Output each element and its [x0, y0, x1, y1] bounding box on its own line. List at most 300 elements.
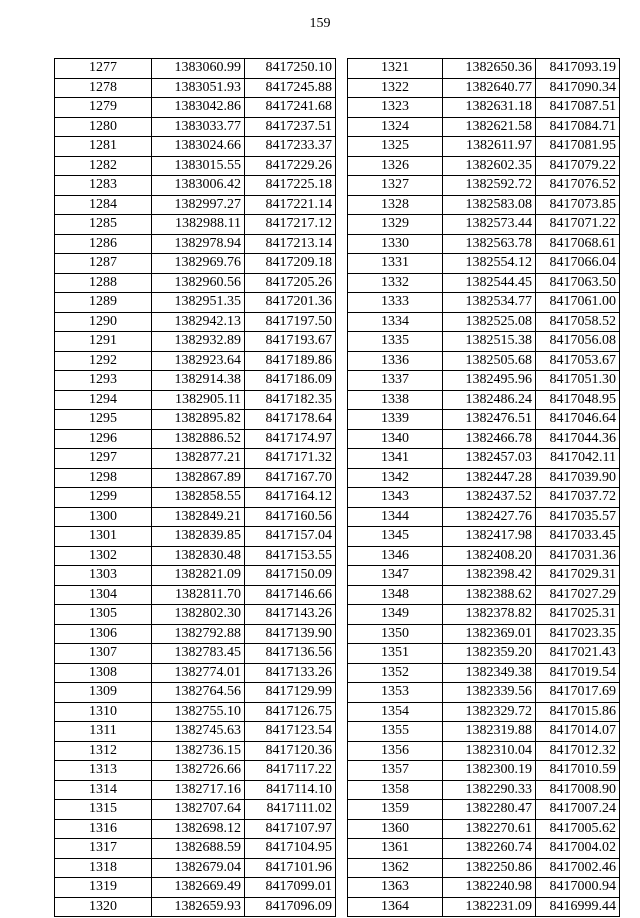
point-number-cell: 1298 [55, 468, 152, 488]
x-coordinate-cell: 1382290.33 [443, 780, 536, 800]
table-row [55, 176, 336, 196]
point-number-cell: 1353 [348, 683, 443, 703]
y-coordinate-cell: 8417000.94 [536, 878, 620, 898]
point-number-cell: 1342 [348, 468, 443, 488]
table-row [348, 819, 620, 839]
y-coordinate-cell: 8417008.90 [536, 780, 620, 800]
point-number-cell: 1309 [55, 683, 152, 703]
x-coordinate-cell: 1382631.18 [443, 98, 536, 118]
table-row [348, 624, 620, 644]
table-row [55, 78, 336, 98]
table-row [348, 332, 620, 352]
x-coordinate-cell: 1382427.76 [443, 507, 536, 527]
y-coordinate-cell: 8417136.56 [245, 644, 336, 664]
y-coordinate-cell: 8417012.32 [536, 741, 620, 761]
x-coordinate-cell: 1382231.09 [443, 897, 536, 917]
x-coordinate-cell: 1382905.11 [152, 390, 245, 410]
y-coordinate-cell: 8417023.35 [536, 624, 620, 644]
table-row [55, 644, 336, 664]
table-body-right [348, 59, 620, 917]
table-row [55, 449, 336, 469]
x-coordinate-cell: 1382359.20 [443, 644, 536, 664]
point-number-cell: 1315 [55, 800, 152, 820]
point-number-cell: 1355 [348, 722, 443, 742]
y-coordinate-cell: 8417079.22 [536, 156, 620, 176]
point-number-cell: 1289 [55, 293, 152, 313]
x-coordinate-cell: 1382942.13 [152, 312, 245, 332]
point-number-cell: 1284 [55, 195, 152, 215]
x-coordinate-cell: 1382792.88 [152, 624, 245, 644]
x-coordinate-cell: 1382764.56 [152, 683, 245, 703]
point-number-cell: 1320 [55, 897, 152, 917]
y-coordinate-cell: 8417153.55 [245, 546, 336, 566]
point-number-cell: 1307 [55, 644, 152, 664]
y-coordinate-cell: 8417090.34 [536, 78, 620, 98]
point-number-cell: 1335 [348, 332, 443, 352]
x-coordinate-cell: 1382240.98 [443, 878, 536, 898]
table-row [55, 488, 336, 508]
x-coordinate-cell: 1382398.42 [443, 566, 536, 586]
x-coordinate-cell: 1383033.77 [152, 117, 245, 137]
y-coordinate-cell: 8417042.11 [536, 449, 620, 469]
x-coordinate-cell: 1382839.85 [152, 527, 245, 547]
table-row [348, 429, 620, 449]
y-coordinate-cell: 8417146.66 [245, 585, 336, 605]
y-coordinate-cell: 8417010.59 [536, 761, 620, 781]
point-number-cell: 1311 [55, 722, 152, 742]
point-number-cell: 1340 [348, 429, 443, 449]
point-number-cell: 1325 [348, 137, 443, 157]
y-coordinate-cell: 8417044.36 [536, 429, 620, 449]
y-coordinate-cell: 8417114.10 [245, 780, 336, 800]
point-number-cell: 1303 [55, 566, 152, 586]
table-row [348, 312, 620, 332]
point-number-cell: 1327 [348, 176, 443, 196]
point-number-cell: 1290 [55, 312, 152, 332]
point-number-cell: 1300 [55, 507, 152, 527]
x-coordinate-cell: 1382969.76 [152, 254, 245, 274]
table-row [55, 761, 336, 781]
x-coordinate-cell: 1382563.78 [443, 234, 536, 254]
y-coordinate-cell: 8417229.26 [245, 156, 336, 176]
point-number-cell: 1332 [348, 273, 443, 293]
point-number-cell: 1345 [348, 527, 443, 547]
table-row [55, 273, 336, 293]
point-number-cell: 1317 [55, 839, 152, 859]
y-coordinate-cell: 8417182.35 [245, 390, 336, 410]
point-number-cell: 1305 [55, 605, 152, 625]
point-number-cell: 1308 [55, 663, 152, 683]
point-number-cell: 1343 [348, 488, 443, 508]
x-coordinate-cell: 1382270.61 [443, 819, 536, 839]
x-coordinate-cell: 1382300.19 [443, 761, 536, 781]
x-coordinate-cell: 1383006.42 [152, 176, 245, 196]
table-row [348, 410, 620, 430]
table-row [348, 468, 620, 488]
x-coordinate-cell: 1382821.09 [152, 566, 245, 586]
y-coordinate-cell: 8417029.31 [536, 566, 620, 586]
x-coordinate-cell: 1382960.56 [152, 273, 245, 293]
point-number-cell: 1318 [55, 858, 152, 878]
y-coordinate-cell: 8417174.97 [245, 429, 336, 449]
y-coordinate-cell: 8417073.85 [536, 195, 620, 215]
point-number-cell: 1291 [55, 332, 152, 352]
table-row [348, 351, 620, 371]
point-number-cell: 1329 [348, 215, 443, 235]
point-number-cell: 1348 [348, 585, 443, 605]
table-row [55, 293, 336, 313]
y-coordinate-cell: 8417039.90 [536, 468, 620, 488]
x-coordinate-cell: 1383015.55 [152, 156, 245, 176]
table-row [55, 858, 336, 878]
point-number-cell: 1312 [55, 741, 152, 761]
x-coordinate-cell: 1382745.63 [152, 722, 245, 742]
table-row [348, 741, 620, 761]
x-coordinate-cell: 1382997.27 [152, 195, 245, 215]
table-row [348, 683, 620, 703]
table-body-left [55, 59, 336, 917]
x-coordinate-cell: 1382417.98 [443, 527, 536, 547]
point-number-cell: 1278 [55, 78, 152, 98]
table-row [55, 897, 336, 917]
y-coordinate-cell: 8417157.04 [245, 527, 336, 547]
table-row [348, 449, 620, 469]
table-row [348, 59, 620, 79]
y-coordinate-cell: 8417205.26 [245, 273, 336, 293]
y-coordinate-cell: 8417056.08 [536, 332, 620, 352]
table-row [55, 429, 336, 449]
point-number-cell: 1331 [348, 254, 443, 274]
table-row [348, 858, 620, 878]
x-coordinate-cell: 1382525.08 [443, 312, 536, 332]
point-number-cell: 1314 [55, 780, 152, 800]
point-number-cell: 1301 [55, 527, 152, 547]
y-coordinate-cell: 8417019.54 [536, 663, 620, 683]
x-coordinate-cell: 1382280.47 [443, 800, 536, 820]
table-row [348, 254, 620, 274]
y-coordinate-cell: 8417005.62 [536, 819, 620, 839]
x-coordinate-cell: 1382932.89 [152, 332, 245, 352]
point-number-cell: 1287 [55, 254, 152, 274]
table-row [55, 234, 336, 254]
table-row [55, 332, 336, 352]
point-number-cell: 1334 [348, 312, 443, 332]
y-coordinate-cell: 8417233.37 [245, 137, 336, 157]
table-row [55, 839, 336, 859]
y-coordinate-cell: 8416999.44 [536, 897, 620, 917]
y-coordinate-cell: 8417053.67 [536, 351, 620, 371]
x-coordinate-cell: 1382554.12 [443, 254, 536, 274]
point-number-cell: 1316 [55, 819, 152, 839]
table-row [348, 800, 620, 820]
x-coordinate-cell: 1382476.51 [443, 410, 536, 430]
table-row [348, 137, 620, 157]
y-coordinate-cell: 8417063.50 [536, 273, 620, 293]
y-coordinate-cell: 8417087.51 [536, 98, 620, 118]
table-row [348, 293, 620, 313]
x-coordinate-cell: 1382783.45 [152, 644, 245, 664]
point-number-cell: 1279 [55, 98, 152, 118]
y-coordinate-cell: 8417178.64 [245, 410, 336, 430]
point-number-cell: 1292 [55, 351, 152, 371]
y-coordinate-cell: 8417129.99 [245, 683, 336, 703]
y-coordinate-cell: 8417076.52 [536, 176, 620, 196]
y-coordinate-cell: 8417093.19 [536, 59, 620, 79]
y-coordinate-cell: 8417123.54 [245, 722, 336, 742]
x-coordinate-cell: 1382858.55 [152, 488, 245, 508]
point-number-cell: 1295 [55, 410, 152, 430]
point-number-cell: 1306 [55, 624, 152, 644]
y-coordinate-cell: 8417004.02 [536, 839, 620, 859]
y-coordinate-cell: 8417037.72 [536, 488, 620, 508]
table-row [348, 156, 620, 176]
table-row [55, 156, 336, 176]
point-number-cell: 1336 [348, 351, 443, 371]
table-row [55, 59, 336, 79]
x-coordinate-cell: 1382978.94 [152, 234, 245, 254]
table-row [55, 800, 336, 820]
page-number: 159 [309, 16, 331, 31]
point-number-cell: 1313 [55, 761, 152, 781]
y-coordinate-cell: 8417150.09 [245, 566, 336, 586]
point-number-cell: 1319 [55, 878, 152, 898]
y-coordinate-cell: 8417225.18 [245, 176, 336, 196]
y-coordinate-cell: 8417120.36 [245, 741, 336, 761]
x-coordinate-cell: 1382486.24 [443, 390, 536, 410]
y-coordinate-cell: 8417201.36 [245, 293, 336, 313]
y-coordinate-cell: 8417186.09 [245, 371, 336, 391]
table-row [55, 741, 336, 761]
table-row [348, 663, 620, 683]
coordinates-table-left [54, 58, 336, 917]
x-coordinate-cell: 1382830.48 [152, 546, 245, 566]
table-row [348, 527, 620, 547]
point-number-cell: 1296 [55, 429, 152, 449]
table-row [55, 215, 336, 235]
y-coordinate-cell: 8417101.96 [245, 858, 336, 878]
table-row [348, 215, 620, 235]
table-row [55, 117, 336, 137]
y-coordinate-cell: 8417197.50 [245, 312, 336, 332]
y-coordinate-cell: 8417099.01 [245, 878, 336, 898]
y-coordinate-cell: 8417061.00 [536, 293, 620, 313]
x-coordinate-cell: 1382250.86 [443, 858, 536, 878]
y-coordinate-cell: 8417143.26 [245, 605, 336, 625]
table-row [55, 312, 336, 332]
x-coordinate-cell: 1382698.12 [152, 819, 245, 839]
table-row [348, 371, 620, 391]
table-row [348, 644, 620, 664]
y-coordinate-cell: 8417133.26 [245, 663, 336, 683]
point-number-cell: 1347 [348, 566, 443, 586]
x-coordinate-cell: 1382811.70 [152, 585, 245, 605]
table-row [55, 702, 336, 722]
y-coordinate-cell: 8417068.61 [536, 234, 620, 254]
x-coordinate-cell: 1382621.58 [443, 117, 536, 137]
y-coordinate-cell: 8417084.71 [536, 117, 620, 137]
y-coordinate-cell: 8417046.64 [536, 410, 620, 430]
table-row [55, 254, 336, 274]
point-number-cell: 1310 [55, 702, 152, 722]
point-number-cell: 1322 [348, 78, 443, 98]
x-coordinate-cell: 1382877.21 [152, 449, 245, 469]
table-row [348, 546, 620, 566]
point-number-cell: 1337 [348, 371, 443, 391]
x-coordinate-cell: 1382774.01 [152, 663, 245, 683]
table-row [348, 488, 620, 508]
y-coordinate-cell: 8417160.56 [245, 507, 336, 527]
table-row [55, 566, 336, 586]
point-number-cell: 1351 [348, 644, 443, 664]
table-row [55, 371, 336, 391]
table-row [55, 780, 336, 800]
point-number-cell: 1328 [348, 195, 443, 215]
x-coordinate-cell: 1382466.78 [443, 429, 536, 449]
point-number-cell: 1346 [348, 546, 443, 566]
x-coordinate-cell: 1382495.96 [443, 371, 536, 391]
y-coordinate-cell: 8417250.10 [245, 59, 336, 79]
point-number-cell: 1323 [348, 98, 443, 118]
x-coordinate-cell: 1382650.36 [443, 59, 536, 79]
point-number-cell: 1357 [348, 761, 443, 781]
point-number-cell: 1349 [348, 605, 443, 625]
table-row [348, 761, 620, 781]
table-row [348, 234, 620, 254]
x-coordinate-cell: 1382544.45 [443, 273, 536, 293]
table-row [55, 722, 336, 742]
point-number-cell: 1285 [55, 215, 152, 235]
point-number-cell: 1282 [55, 156, 152, 176]
coordinates-table-right [347, 58, 620, 917]
x-coordinate-cell: 1382895.82 [152, 410, 245, 430]
y-coordinate-cell: 8417048.95 [536, 390, 620, 410]
x-coordinate-cell: 1382349.38 [443, 663, 536, 683]
table-row [348, 117, 620, 137]
x-coordinate-cell: 1382923.64 [152, 351, 245, 371]
table-row [55, 351, 336, 371]
point-number-cell: 1362 [348, 858, 443, 878]
x-coordinate-cell: 1382505.68 [443, 351, 536, 371]
y-coordinate-cell: 8417051.30 [536, 371, 620, 391]
table-row [55, 507, 336, 527]
x-coordinate-cell: 1382717.16 [152, 780, 245, 800]
x-coordinate-cell: 1382260.74 [443, 839, 536, 859]
x-coordinate-cell: 1382688.59 [152, 839, 245, 859]
point-number-cell: 1297 [55, 449, 152, 469]
x-coordinate-cell: 1383042.86 [152, 98, 245, 118]
table-row [348, 878, 620, 898]
x-coordinate-cell: 1382802.30 [152, 605, 245, 625]
point-number-cell: 1360 [348, 819, 443, 839]
point-number-cell: 1358 [348, 780, 443, 800]
y-coordinate-cell: 8417193.67 [245, 332, 336, 352]
x-coordinate-cell: 1382669.49 [152, 878, 245, 898]
y-coordinate-cell: 8417241.68 [245, 98, 336, 118]
table-row [348, 897, 620, 917]
table-row [348, 195, 620, 215]
point-number-cell: 1359 [348, 800, 443, 820]
x-coordinate-cell: 1382319.88 [443, 722, 536, 742]
x-coordinate-cell: 1382573.44 [443, 215, 536, 235]
y-coordinate-cell: 8417164.12 [245, 488, 336, 508]
table-row [55, 605, 336, 625]
table-row [348, 507, 620, 527]
table-row [55, 390, 336, 410]
y-coordinate-cell: 8417117.22 [245, 761, 336, 781]
y-coordinate-cell: 8417035.57 [536, 507, 620, 527]
table-row [348, 390, 620, 410]
y-coordinate-cell: 8417007.24 [536, 800, 620, 820]
y-coordinate-cell: 8417066.04 [536, 254, 620, 274]
point-number-cell: 1361 [348, 839, 443, 859]
x-coordinate-cell: 1382914.38 [152, 371, 245, 391]
point-number-cell: 1283 [55, 176, 152, 196]
y-coordinate-cell: 8417245.88 [245, 78, 336, 98]
x-coordinate-cell: 1382378.82 [443, 605, 536, 625]
x-coordinate-cell: 1383060.99 [152, 59, 245, 79]
point-number-cell: 1326 [348, 156, 443, 176]
x-coordinate-cell: 1382726.66 [152, 761, 245, 781]
point-number-cell: 1364 [348, 897, 443, 917]
table-row [348, 176, 620, 196]
table-row [348, 702, 620, 722]
y-coordinate-cell: 8417027.29 [536, 585, 620, 605]
y-coordinate-cell: 8417002.46 [536, 858, 620, 878]
x-coordinate-cell: 1382755.10 [152, 702, 245, 722]
point-number-cell: 1281 [55, 137, 152, 157]
y-coordinate-cell: 8417217.12 [245, 215, 336, 235]
y-coordinate-cell: 8417107.97 [245, 819, 336, 839]
y-coordinate-cell: 8417189.86 [245, 351, 336, 371]
x-coordinate-cell: 1382602.35 [443, 156, 536, 176]
y-coordinate-cell: 8417014.07 [536, 722, 620, 742]
table-row [55, 663, 336, 683]
table-row [348, 585, 620, 605]
x-coordinate-cell: 1382310.04 [443, 741, 536, 761]
point-number-cell: 1330 [348, 234, 443, 254]
y-coordinate-cell: 8417167.70 [245, 468, 336, 488]
y-coordinate-cell: 8417025.31 [536, 605, 620, 625]
y-coordinate-cell: 8417213.14 [245, 234, 336, 254]
x-coordinate-cell: 1382659.93 [152, 897, 245, 917]
x-coordinate-cell: 1382447.28 [443, 468, 536, 488]
table-row [55, 878, 336, 898]
x-coordinate-cell: 1382951.35 [152, 293, 245, 313]
point-number-cell: 1302 [55, 546, 152, 566]
y-coordinate-cell: 8417021.43 [536, 644, 620, 664]
x-coordinate-cell: 1382369.01 [443, 624, 536, 644]
y-coordinate-cell: 8417015.86 [536, 702, 620, 722]
x-coordinate-cell: 1382339.56 [443, 683, 536, 703]
point-number-cell: 1350 [348, 624, 443, 644]
x-coordinate-cell: 1382886.52 [152, 429, 245, 449]
point-number-cell: 1286 [55, 234, 152, 254]
y-coordinate-cell: 8417096.09 [245, 897, 336, 917]
point-number-cell: 1339 [348, 410, 443, 430]
y-coordinate-cell: 8417171.32 [245, 449, 336, 469]
point-number-cell: 1277 [55, 59, 152, 79]
y-coordinate-cell: 8417031.36 [536, 546, 620, 566]
point-number-cell: 1333 [348, 293, 443, 313]
table-row [348, 566, 620, 586]
y-coordinate-cell: 8417111.02 [245, 800, 336, 820]
table-row [348, 722, 620, 742]
x-coordinate-cell: 1382515.38 [443, 332, 536, 352]
point-number-cell: 1288 [55, 273, 152, 293]
point-number-cell: 1324 [348, 117, 443, 137]
x-coordinate-cell: 1382611.97 [443, 137, 536, 157]
x-coordinate-cell: 1382707.64 [152, 800, 245, 820]
